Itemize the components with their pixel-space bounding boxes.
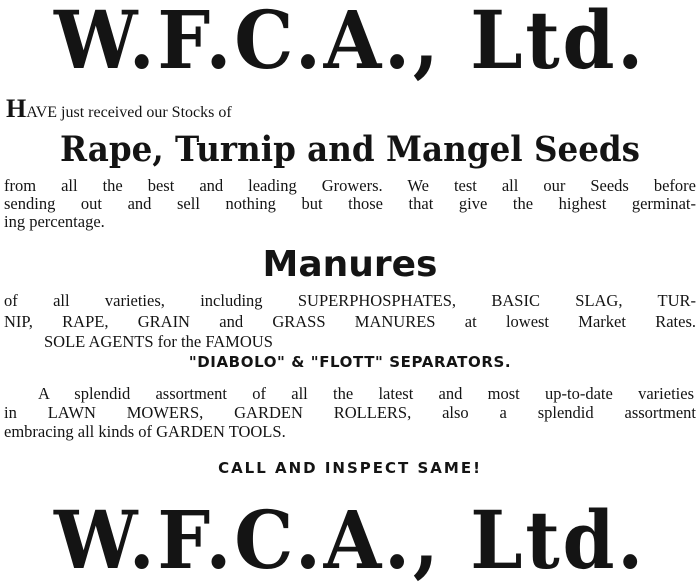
seeds-text-line: ing percentage. (4, 212, 105, 231)
intro-text: AVE just received our Stocks of (26, 104, 232, 121)
company-name-bottom: W.F.C.A., Ltd. (53, 493, 647, 587)
mowers-text-line: A splendid assortment of all the latest and most up-to-date varieties (38, 384, 694, 403)
mowers-text-line: embracing all kinds of GARDEN TOOLS. (4, 422, 286, 441)
seeds-text-line: from all the best and leading Growers. We test all our Seeds before (4, 176, 696, 195)
drop-cap: H (6, 94, 27, 123)
mowers-text-line: in LAWN MOWERS, GARDEN ROLLERS, also a splendid assortment (4, 403, 696, 422)
manures-heading: Manures (262, 244, 438, 285)
intro-line (6, 94, 232, 124)
manures-text-line: of all varieties, including SUPERPHOSPHATES, BASIC SLAG, TUR- (4, 291, 696, 310)
sole-agents-line: SOLE AGENTS for the FAMOUS (44, 332, 273, 351)
seeds-heading: Rape, Turnip and Mangel Seeds (59, 129, 641, 170)
company-name-top: W.F.C.A., Ltd. (53, 0, 647, 87)
call-to-action: CALL AND INSPECT SAME! (218, 459, 482, 477)
manures-text-line: NIP, RAPE, GRAIN and GRASS MANURES at lowest Market Rates. (4, 312, 696, 331)
seeds-text-line: sending out and sell nothing but those that give the highest germinat- (4, 194, 696, 213)
separators-line: "DIABOLO" & "FLOTT" SEPARATORS. (188, 353, 512, 371)
